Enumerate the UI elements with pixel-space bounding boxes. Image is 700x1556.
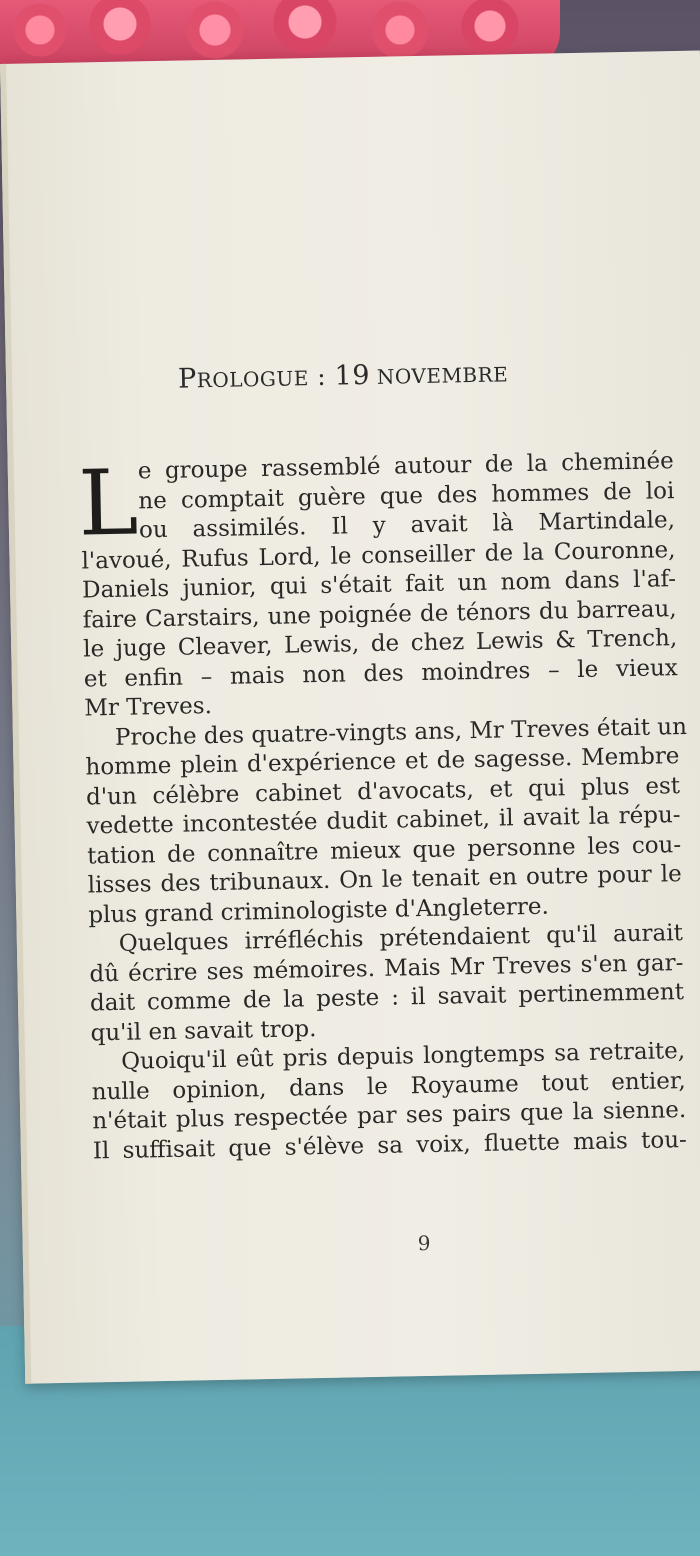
book-page [0, 51, 700, 1384]
heading-rest-word: ROLOGUE [196, 366, 310, 393]
text-line: Quoiqu'il eût pris depuis longtemps sa retraite, [120, 1038, 686, 1075]
heading-first-letter: P [177, 363, 198, 395]
text-line: ou assimilés. Il y avait là Martindale, [138, 507, 676, 544]
text-line: e groupe rassemblé autour de la cheminée [137, 448, 674, 485]
page-number: 9 [417, 1230, 431, 1256]
text-line: Il suffisait que s'élève sa voix, fluette mais tou- [92, 1126, 688, 1164]
text-line: ne comptait guère que des hommes de loi [138, 477, 675, 514]
text-line: Quelques irréfléchis prétendaient qu'il aurait [118, 920, 684, 957]
text-line: qu'il en savait trop. [90, 1015, 317, 1046]
text-line: faire Carstairs, une poignée de ténors du barreau, [82, 595, 677, 634]
text-line: Daniels junior, qui s'était fait un nom dans l'af- [81, 566, 677, 604]
text-line: le juge Cleaver, Lewis, de chez Lewis & Trench, [83, 625, 678, 663]
drop-cap: L [77, 450, 140, 557]
text-line: nulle opinion, dans le Royaume tout entier, [91, 1067, 686, 1105]
text-line: homme plein d'expérience et de sagesse. Membre [85, 743, 680, 781]
text-line: n'était plus respectée par ses pairs que la sienne. [92, 1097, 687, 1135]
heading-separator: : [308, 361, 335, 392]
body-text [77, 447, 688, 1166]
text-line: tation de connaître mieux que personne les cou- [86, 831, 682, 869]
text-line: dû écrire ses mémoires. Mais Mr Treves s'en gar- [89, 949, 684, 987]
text-line: Mr Treves. [84, 693, 213, 722]
text-line: l'avoué, Rufus Lord, le conseiller de la Couronne, [81, 536, 676, 575]
text-line: dait comme de la peste : il savait pertinemment [89, 979, 685, 1017]
text-line: d'un célèbre cabinet d'avocats, et qui plus est [85, 772, 681, 810]
heading-number: 19 [334, 359, 371, 392]
page-edge [0, 64, 31, 1384]
chapter-heading [178, 356, 559, 394]
text-line: Proche des quatre-vingts ans, Mr Treves était un [114, 713, 688, 751]
text-line: lisses des tribunaux. On le tenait en outre pour le [87, 861, 682, 899]
text-line: vedette incontestée dudit cabinet, il avait la répu- [86, 802, 681, 840]
text-line: et enfin – mais non des moindres – le vieux [83, 654, 678, 693]
heading-month: NOVEMBRE [369, 362, 509, 389]
text-line: plus grand criminologiste d'Angleterre. [88, 893, 550, 928]
